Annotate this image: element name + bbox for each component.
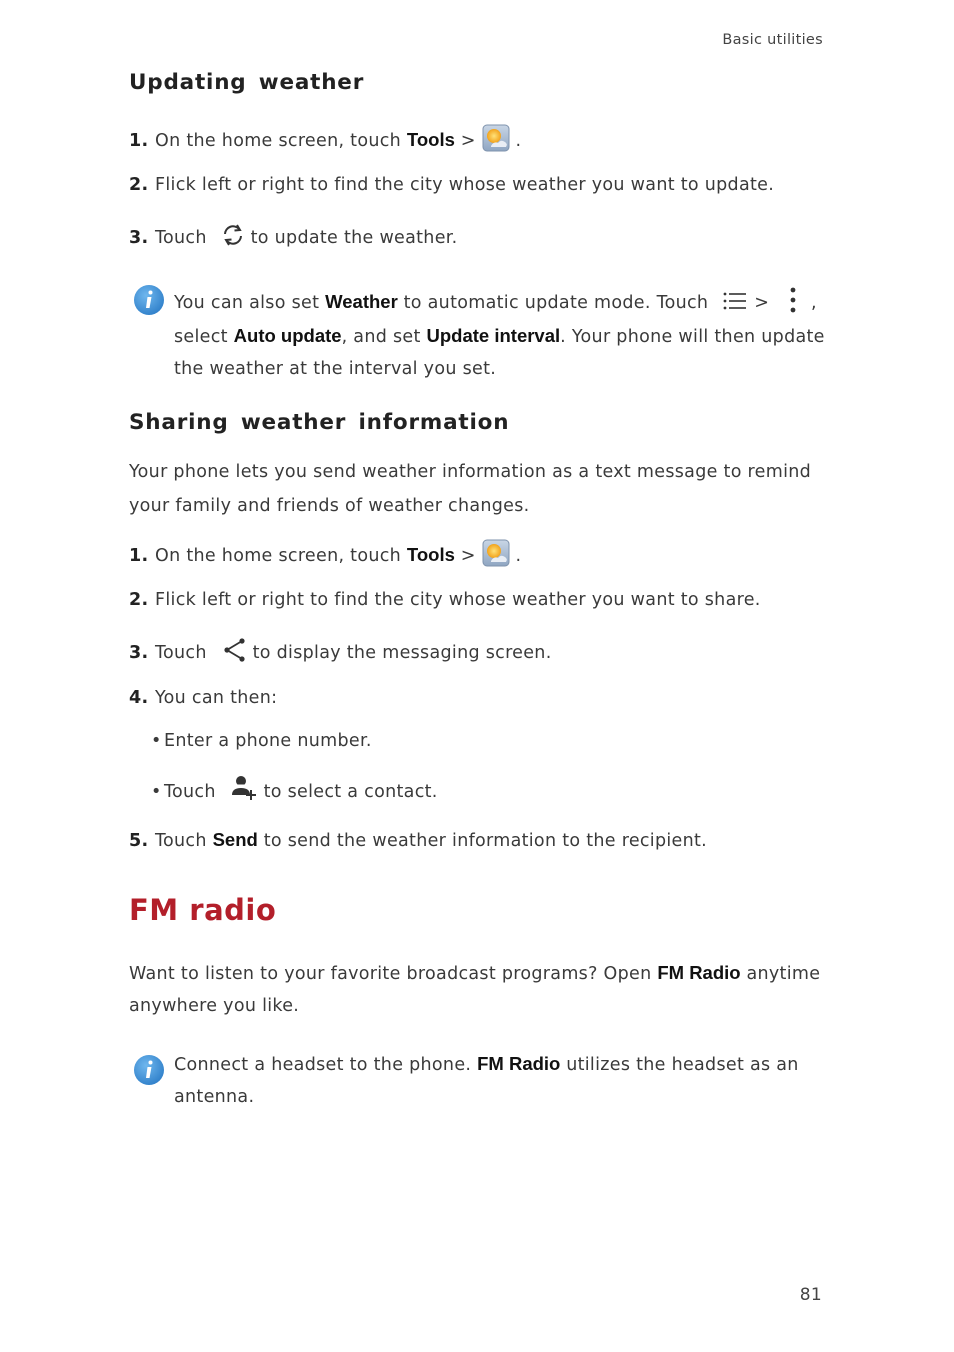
weather-app-icon bbox=[482, 539, 510, 567]
weather-app-icon bbox=[482, 124, 510, 152]
sharing-step-2: 2. Flick left or right to find the city whose weather you want to share. bbox=[129, 590, 761, 610]
heading-updating-weather: Updating weather bbox=[129, 70, 365, 95]
fm-note-line-1: Connect a headset to the phone. FM Radio utilizes the headset as an bbox=[174, 1053, 799, 1075]
add-contact-icon bbox=[230, 773, 260, 803]
page-number: 81 bbox=[799, 1285, 822, 1305]
refresh-icon bbox=[219, 221, 247, 249]
sharing-bullet-1: • Enter a phone number. bbox=[151, 731, 372, 751]
share-icon bbox=[221, 636, 249, 664]
sharing-bullet-2: • Touch to select a contact. bbox=[151, 781, 438, 803]
updating-note-line-3: the weather at the interval you set. bbox=[174, 359, 497, 379]
heading-fm-radio: FM radio bbox=[129, 893, 277, 927]
updating-step-2: 2. Flick left or right to find the city whose weather you want to update. bbox=[129, 175, 775, 195]
sharing-intro-line-2: your family and friends of weather changes. bbox=[129, 496, 530, 516]
sharing-step-4: 4. You can then: bbox=[129, 688, 278, 708]
updating-step-1: 1. On the home screen, touch Tools > . bbox=[129, 129, 521, 152]
fm-note-line-2: antenna. bbox=[174, 1087, 255, 1107]
info-icon bbox=[133, 1054, 165, 1086]
info-icon bbox=[133, 284, 165, 316]
fm-intro-line-2: anywhere you like. bbox=[129, 996, 300, 1016]
sharing-step-3: 3. Touch to display the messaging screen. bbox=[129, 642, 552, 664]
menu-icon bbox=[722, 290, 748, 312]
header-section-label: Basic utilities bbox=[722, 32, 823, 48]
more-options-icon bbox=[785, 286, 801, 314]
sharing-step-5: 5. Touch Send to send the weather information to the recipient. bbox=[129, 829, 708, 851]
fm-intro-line-1: Want to listen to your favorite broadcast programs? Open FM Radio anytime bbox=[129, 962, 821, 984]
heading-sharing-weather: Sharing weather information bbox=[129, 410, 510, 435]
updating-note-line-1: You can also set Weather to automatic update mode. Touch > , bbox=[174, 291, 817, 314]
updating-note-line-2: select Auto update, and set Update interval. Your phone will then update bbox=[174, 325, 825, 347]
sharing-intro-line-1: Your phone lets you send weather information as a text message to remind bbox=[129, 462, 812, 482]
updating-step-3: 3. Touch to update the weather. bbox=[129, 227, 458, 249]
sharing-step-1: 1. On the home screen, touch Tools > . bbox=[129, 544, 521, 567]
